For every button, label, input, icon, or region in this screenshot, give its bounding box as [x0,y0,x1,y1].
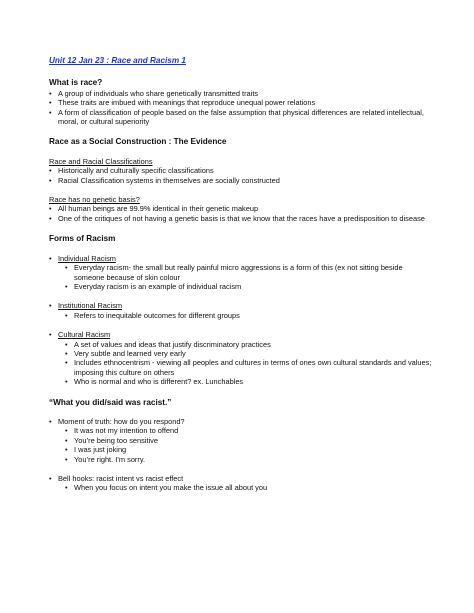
list-item: • Historically and culturally specific classifications [49,166,434,175]
list-item-cultural-racism [49,330,434,386]
list-item: • All human beings are 99.9% identical in their genetic makeup [49,204,434,213]
institutional-racism-section [49,301,434,320]
list-item-bell-hooks [49,474,434,493]
heading-what-you-did: “What you did/said was racist.” [49,397,172,407]
list-item-institutional-racism [49,301,434,320]
cultural-racism-label: Cultural Racism [58,330,111,340]
list-item: • A set of values and ideas that justify discriminatory practices [65,340,434,349]
individual-racism-section [49,254,434,292]
list-item: • Very subtle and learned very early [65,349,434,358]
bell-hooks-label: Bell hooks: racist intent vs racist effect [58,474,184,483]
classifications-list [49,166,434,185]
bell-hooks-section [49,474,434,493]
subheading-racial-classifications: Race and Racial Classifications [49,156,153,166]
list-item: • You’re being too sensitive [65,436,434,445]
list-item: • Everyday racism is an example of individual racism [65,282,434,291]
moment-of-truth-list [65,426,434,464]
list-item: • I was just joking [65,445,434,454]
individual-racism-label: Individual Racism [58,253,116,263]
heading-social-construction: Race as a Social Construction : The Evidence [49,137,227,147]
list-item: • Racial Classification systems in themselves are socially constructed [49,176,434,185]
what-is-race-list [49,89,434,127]
list-item: • These traits are imbued with meanings that reproduce unequal power relations [49,98,434,107]
list-item: • When you focus on intent you make the issue all about you [65,483,434,492]
list-item: • Includes ethnocentrism - viewing all peoples and cultures in terms of ones own cultural standards and values; imposing this culture on others [65,358,434,377]
list-item: • A group of individuals who share genetically transmitted traits [49,89,434,98]
cultural-racism-section [49,330,434,386]
heading-what-is-race: What is race? [49,78,103,88]
institutional-racism-list [65,311,434,320]
list-item: • Refers to inequitable outcomes for different groups [65,311,434,320]
list-item-moment-of-truth [49,417,434,464]
moment-of-truth-label: Moment of truth: how do you respond? [58,416,185,426]
list-item-individual-racism [49,254,434,292]
bell-hooks-list [65,483,434,492]
cultural-racism-list [65,340,434,387]
document-title: Unit 12 Jan 23 : Race and Racism 1 [49,56,186,65]
moment-of-truth-section [49,417,434,464]
heading-forms-of-racism: Forms of Racism [49,234,116,244]
individual-racism-list [65,263,434,291]
genetic-list [49,204,434,223]
subheading-genetic-basis: Race has no genetic basis? [49,195,140,205]
list-item: • You’re right. I’m sorry. [65,455,434,464]
list-item: • Everyday racism- the small but really painful micro aggressions is a form of this (ex not sitting beside someone because of skin colour [65,263,434,282]
list-item: • Who is normal and who is different? ex. Lunchables [65,377,434,386]
list-item: • One of the critiques of not having a genetic basis is that we know that the races have a predisposition to disease [49,214,434,223]
institutional-racism-label: Institutional Racism [58,301,123,311]
list-item: • A form of classification of people based on the false assumption that physical differences are related intellectual, moral, or cultural superiority [49,108,434,127]
list-item: • It was not my intention to offend [65,426,434,435]
